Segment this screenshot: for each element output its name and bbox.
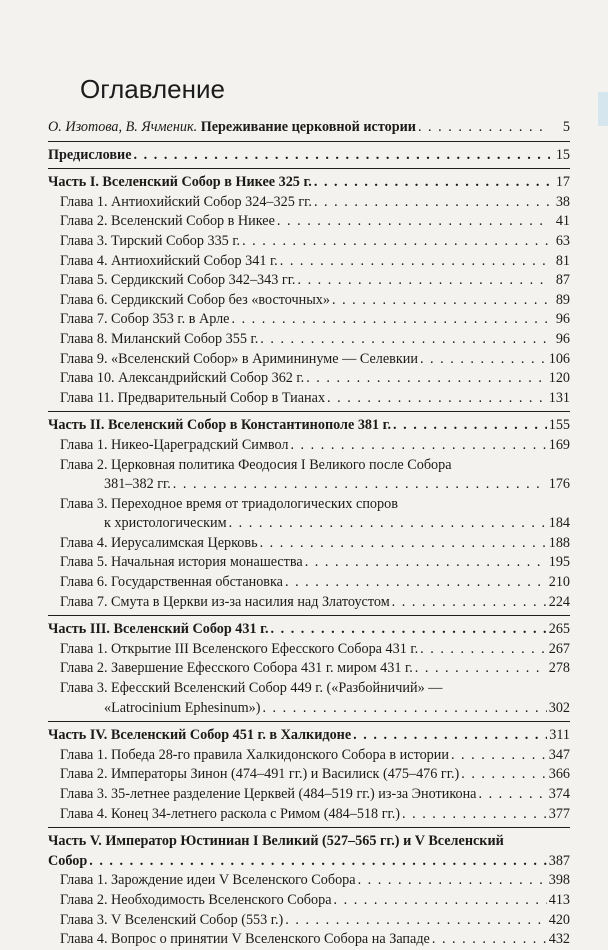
toc-chapter-label: Глава 3. Переходное время от триадологических споров [60, 495, 398, 512]
toc-chapter [48, 785, 570, 805]
page-number: 278 [548, 660, 570, 677]
page-number: 176 [548, 476, 570, 493]
leader-dots [392, 593, 547, 613]
toc-chapter-label: Глава 4. Антиохийский Собор 341 г. [60, 252, 278, 269]
leader-dots [314, 193, 550, 213]
leader-dots [478, 785, 546, 805]
toc-chapter-label: Глава 7. Собор 353 г. в Арле [60, 311, 230, 328]
toc-chapter [48, 573, 570, 593]
divider [48, 411, 570, 412]
preface-label: Предисловие [48, 146, 132, 163]
page-number: 265 [548, 621, 570, 638]
toc-part-label: Часть II. Вселенский Собор в Константинополе 381 г. [48, 417, 392, 434]
page-number: 96 [555, 330, 570, 347]
toc-chapter [48, 212, 570, 232]
leader-dots [285, 911, 546, 931]
toc-chapter [48, 310, 570, 330]
page-number: 302 [548, 699, 570, 716]
leader-dots [432, 930, 547, 950]
leader-dots [334, 891, 547, 911]
page-number: 87 [555, 272, 570, 289]
leader-dots [418, 118, 550, 138]
toc-chapter-label: Глава 3. 35-летнее разделение Церквей (484–519 гг.) из-за Энотикона [60, 786, 477, 802]
divider [48, 827, 570, 828]
page-number: 38 [555, 193, 570, 210]
leader-dots [305, 553, 547, 573]
leader-dots [461, 765, 547, 785]
intro-author: О. Изотова, В. Ячменик. [48, 119, 198, 135]
page-title: Оглавление [80, 74, 225, 104]
leader-dots [260, 534, 547, 554]
page-edge-tab [598, 92, 608, 126]
toc-part-label: Часть I. Вселенский Собор в Никее 325 г. [48, 174, 312, 191]
page-number: 195 [548, 554, 570, 571]
toc-chapter-cont-label: 381–382 гг. [104, 476, 171, 493]
page-number: 17 [555, 174, 570, 191]
toc-chapter-cont [48, 514, 570, 534]
toc-chapter [48, 232, 570, 252]
page-number: 420 [548, 911, 570, 928]
toc-chapter [48, 534, 570, 554]
toc-chapter-label: Глава 11. Предварительный Собор в Тианах [60, 389, 326, 406]
toc-chapter-label: Глава 2. Вселенский Собор в Никее [60, 213, 275, 230]
leader-dots [353, 726, 547, 746]
page-number: 5 [562, 119, 570, 135]
divider [48, 615, 570, 616]
toc-chapter [48, 553, 570, 573]
toc-chapter-label: Глава 8. Миланский Собор 355 г. [60, 330, 259, 347]
toc-chapter-label: Глава 4. Конец 34-летнего раскола с Римом (484–518 гг.) [60, 805, 400, 822]
toc-chapter-cont-label: к христологическим [104, 515, 227, 532]
leader-dots [402, 805, 547, 825]
page-number: 41 [555, 213, 570, 230]
leader-dots [277, 212, 550, 232]
toc-chapter [48, 930, 570, 950]
toc-chapter-label: Глава 10. Александрийский Собор 362 г. [60, 370, 305, 387]
toc-entry-preface [48, 146, 570, 166]
leader-dots [242, 232, 550, 252]
toc-chapter-label: Глава 3. Тирский Собор 335 г. [60, 232, 241, 249]
page-number: 188 [548, 534, 570, 551]
toc-chapter-label: Глава 1. Зарождение идеи V Вселенского Собора [60, 872, 356, 889]
toc-part-cont [48, 852, 570, 872]
toc-part [48, 173, 570, 193]
leader-dots [451, 746, 547, 766]
toc-part [48, 416, 570, 436]
toc-chapter [48, 659, 570, 679]
toc-chapter [48, 456, 570, 476]
page-number: 106 [548, 350, 570, 367]
page-number: 398 [548, 872, 570, 889]
page-number: 96 [555, 311, 570, 328]
toc-chapter-label: Глава 2. Церковная политика Феодосия I Великого после Собора [60, 456, 452, 473]
leader-dots [314, 173, 550, 193]
leader-dots [173, 475, 547, 495]
intro-title: Переживание церковной истории [200, 119, 416, 135]
leader-dots [297, 271, 550, 291]
divider [48, 141, 570, 142]
toc-chapter-label: Глава 5. Сердикский Собор 342–343 гг. [60, 272, 296, 289]
page-number: 366 [548, 766, 570, 783]
divider [48, 168, 570, 169]
toc-chapter [48, 746, 570, 766]
leader-dots [271, 620, 547, 640]
toc-chapter [48, 252, 570, 272]
page-number: 210 [548, 574, 570, 591]
page-number: 413 [548, 891, 570, 908]
toc-chapter-label: Глава 7. Смута в Церкви из-за насилия над Златоустом [60, 593, 390, 610]
page-number: 120 [548, 370, 570, 387]
leader-dots [134, 146, 550, 166]
toc-chapter-cont [48, 475, 570, 495]
page-number: 387 [548, 852, 570, 869]
toc-chapter [48, 495, 570, 515]
toc-parts [48, 173, 570, 950]
toc-part-label: Часть III. Вселенский Собор 431 г. [48, 621, 269, 638]
toc-part [48, 832, 570, 852]
page-number: 377 [548, 805, 570, 822]
page-number: 155 [548, 417, 570, 434]
page-number: 432 [548, 931, 570, 948]
toc-chapter [48, 271, 570, 291]
leader-dots [89, 852, 546, 872]
toc-entry-intro [48, 118, 570, 138]
toc-chapter [48, 193, 570, 213]
page-number: 374 [548, 786, 570, 802]
toc-chapter [48, 765, 570, 785]
toc-part [48, 620, 570, 640]
toc-chapter [48, 436, 570, 456]
toc-chapter [48, 891, 570, 911]
toc-chapter [48, 805, 570, 825]
toc-chapter-label: Глава 6. Сердикский Собор без «восточных» [60, 291, 330, 308]
page-number: 131 [548, 389, 570, 406]
leader-dots [231, 310, 550, 330]
leader-dots [262, 699, 546, 719]
page-number: 184 [548, 515, 570, 532]
toc-chapter-cont-label: «Latrocinium Ephesinum») [104, 699, 261, 716]
leader-dots [285, 573, 547, 593]
leader-dots [229, 514, 547, 534]
leader-dots [358, 871, 547, 891]
toc-chapter-label: Глава 9. «Вселенский Собор» в Аримининуме — Селевкии [60, 350, 418, 367]
leader-dots [415, 659, 547, 679]
toc-chapter-label: Глава 1. Открытие III Вселенского Ефесского Собора 431 г. [60, 640, 419, 657]
leader-dots [327, 389, 547, 409]
leader-dots [290, 436, 546, 456]
leader-dots [306, 369, 547, 389]
leader-dots [420, 640, 547, 660]
page-number: 224 [548, 593, 570, 610]
toc-chapter-label: Глава 3. Ефесский Вселенский Собор 449 г. («Разбойничий» — [60, 680, 443, 697]
toc-chapter [48, 679, 570, 699]
toc-chapter-label: Глава 2. Завершение Ефесского Собора 431 г. миром 431 г. [60, 660, 413, 677]
toc-chapter-label: Глава 6. Государственная обстановка [60, 574, 283, 591]
toc-chapter-label: Глава 2. Необходимость Вселенского Собора [60, 891, 332, 908]
page-number: 89 [555, 291, 570, 308]
leader-dots [420, 350, 547, 370]
page-number: 347 [548, 746, 570, 763]
toc-chapter [48, 593, 570, 613]
toc-part-cont-label: Собор [48, 852, 88, 869]
toc-chapter-label: Глава 3. V Вселенский Собор (553 г.) [60, 911, 284, 928]
toc-chapter-label: Глава 2. Императоры Зинон (474–491 гг.) и Василиск (475–476 гг.) [60, 766, 460, 783]
table-of-contents [48, 118, 570, 950]
toc-chapter-label: Глава 4. Вопрос о принятии V Вселенского Собора на Западе [60, 931, 430, 948]
toc-part-label: Часть IV. Вселенский Собор 451 г. в Халкидоне [48, 727, 352, 744]
toc-chapter-label: Глава 1. Никео-Цареградский Символ [60, 436, 289, 453]
toc-chapter [48, 350, 570, 370]
toc-part [48, 726, 570, 746]
toc-chapter-label: Глава 1. Антиохийский Собор 324–325 гг. [60, 193, 312, 210]
leader-dots [280, 252, 550, 272]
leader-dots [332, 291, 550, 311]
leader-dots [260, 330, 550, 350]
toc-chapter-label: Глава 5. Начальная история монашества [60, 554, 303, 571]
toc-chapter [48, 330, 570, 350]
toc-chapter [48, 389, 570, 409]
toc-chapter [48, 871, 570, 891]
toc-chapter [48, 911, 570, 931]
toc-chapter-label: Глава 4. Иерусалимская Церковь [60, 534, 258, 551]
toc-chapter [48, 369, 570, 389]
divider [48, 721, 570, 722]
page-number: 311 [549, 727, 570, 744]
leader-dots [393, 416, 547, 436]
page-number: 15 [555, 146, 570, 163]
page-number: 81 [555, 252, 570, 269]
toc-chapter-cont [48, 699, 570, 719]
page-number: 169 [548, 436, 570, 453]
toc-chapter-label: Глава 1. Победа 28-го правила Халкидонского Собора в истории [60, 746, 449, 763]
toc-chapter [48, 640, 570, 660]
toc-chapter [48, 291, 570, 311]
toc-part-label: Часть V. Император Юстиниан I Великий (527–565 гг.) и V Вселенский [48, 833, 504, 850]
page-number: 267 [548, 640, 570, 657]
page-number: 63 [555, 232, 570, 249]
